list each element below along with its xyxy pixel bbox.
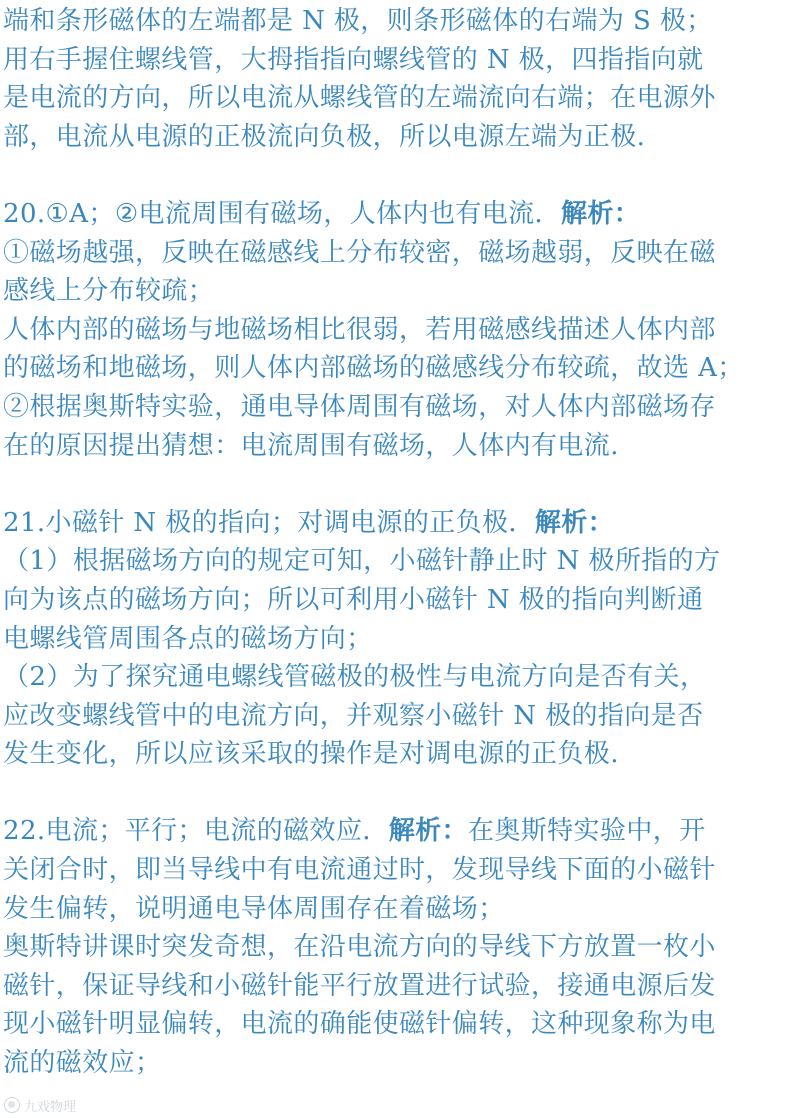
text-run: 的磁场和地磁场，则人体内部磁场的磁感线分布较疏，故选 A； [3, 353, 744, 384]
text-line [3, 851, 787, 890]
text-run: 部，电流从电源的正极流向负极，所以电源左端为正极. [3, 121, 646, 152]
analysis-label: 解析： [534, 507, 615, 538]
text-run: （2）为了探究通电螺线管磁极的极性与电流方向是否有关， [3, 662, 707, 693]
text-line [3, 735, 787, 774]
answer-22-heading [3, 812, 787, 851]
wechat-logo-icon [4, 1097, 20, 1113]
paragraph-spacer [3, 156, 787, 195]
text-run: 是电流的方向，所以电流从螺线管的左端流向右端；在电源外 [3, 83, 716, 114]
text-line [3, 890, 787, 929]
text-line [3, 118, 787, 157]
text-run: 现小磁针明显偏转，电流的确能使磁针偏转，这种现象称为电 [3, 1009, 716, 1040]
text-line [3, 349, 787, 388]
text-run: 用右手握住螺线管，大拇指指向螺线管的 N 极，四指指向就 [3, 44, 704, 75]
text-line [3, 311, 787, 350]
text-line [3, 620, 787, 659]
text-run: 在的原因提出猜想：电流周围有磁场，人体内有电流. [3, 430, 619, 461]
text-line [3, 967, 787, 1006]
text-run: 奥斯特讲课时突发奇想，在沿电流方向的导线下方放置一枚小 [3, 932, 716, 963]
text-line [3, 388, 787, 427]
answer-21-heading [3, 504, 787, 543]
text-line [3, 658, 787, 697]
text-line [3, 272, 787, 311]
text-run: ①磁场越强，反映在磁感线上分布较密，磁场越弱，反映在磁 [3, 237, 716, 268]
text-line [3, 697, 787, 736]
text-line [3, 41, 787, 80]
text-run: 发生偏转，说明通电导体周围存在着磁场； [3, 893, 505, 924]
answer-text: 22.电流；平行；电流的磁效应． [3, 816, 389, 847]
text-run: 端和条形磁体的左端都是 N 极，则条形磁体的右端为 S 极； [3, 6, 713, 36]
paragraph-spacer [3, 465, 787, 504]
text-run: 感线上分布较疏； [3, 276, 215, 307]
answer-text: 20.①A；②电流周围有磁场，人体内也有电流． [3, 198, 561, 229]
answer-text-block [3, 2, 787, 1083]
answer-text: 21.小磁针 N 极的指向；对调电源的正负极． [3, 507, 535, 538]
text-line [3, 427, 787, 466]
text-run: 应改变螺线管中的电流方向，并观察小磁针 N 极的指向是否 [3, 700, 704, 731]
text-line [3, 581, 787, 620]
text-run: 电螺线管周围各点的磁场方向； [3, 623, 373, 654]
text-line [3, 928, 787, 967]
answer-20-heading [3, 195, 787, 234]
text-run: （1）根据磁场方向的规定可知，小磁针静止时 N 极所指的方 [3, 546, 721, 577]
text-run: 人体内部的磁场与地磁场相比很弱，若用磁感线描述人体内部 [3, 314, 716, 345]
text-run: ②根据奥斯特实验，通电导体周围有磁场，对人体内部磁场存 [3, 391, 716, 422]
watermark [4, 1094, 76, 1116]
text-run: 向为该点的磁场方向；所以可利用小磁针 N 极的指向判断通 [3, 584, 704, 615]
analysis-label: 解析： [560, 198, 641, 229]
text-line [3, 1005, 787, 1044]
analysis-label: 解析： [388, 816, 468, 847]
text-run: 流的磁效应； [3, 1048, 162, 1079]
paragraph-spacer [3, 774, 787, 813]
text-line [3, 1044, 787, 1083]
text-line [3, 79, 787, 118]
text-line [3, 234, 787, 273]
text-run: 关闭合时，即当导线中有电流通过时，发现导线下面的小磁针 [3, 855, 716, 886]
text-line [3, 2, 787, 41]
text-run: 在奥斯特实验中，开 [467, 816, 706, 847]
text-run: 发生变化，所以应该采取的操作是对调电源的正负极. [3, 739, 619, 770]
text-run: 磁针，保证导线和小磁针能平行放置进行试验，接通电源后发 [3, 970, 716, 1001]
text-line [3, 542, 787, 581]
watermark-text: 九戏物理 [24, 1099, 77, 1115]
